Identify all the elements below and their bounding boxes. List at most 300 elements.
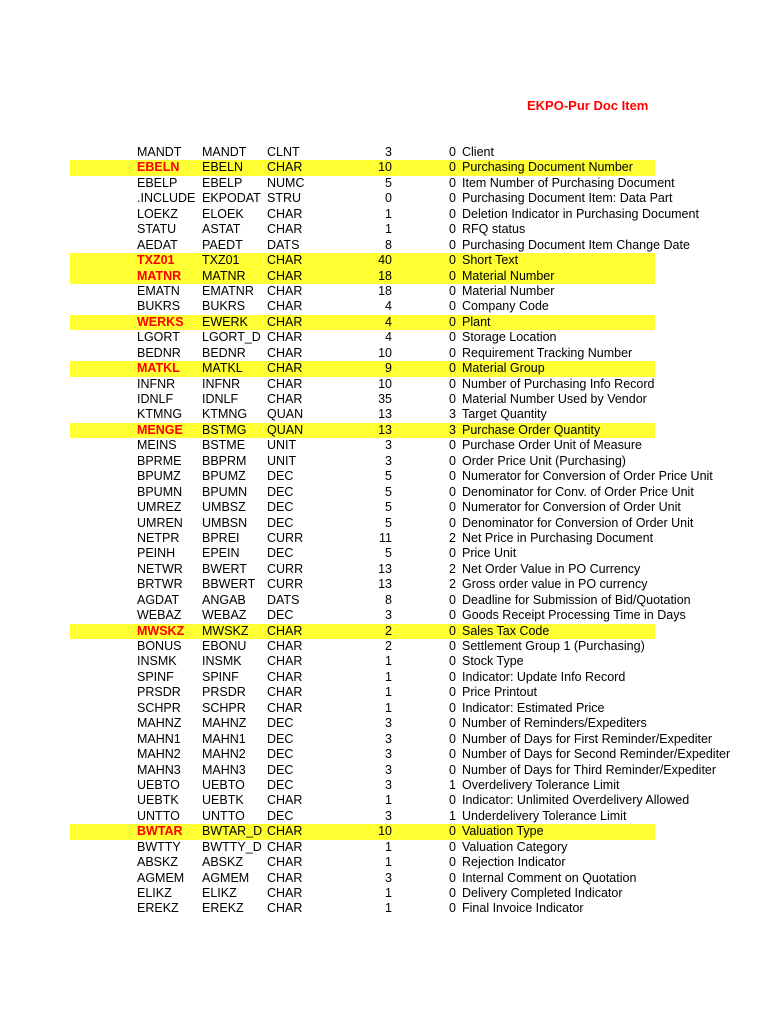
description-cell: Stock Type bbox=[462, 654, 524, 669]
field-name-cell: EBELN bbox=[137, 160, 180, 175]
description-cell: Requirement Tracking Number bbox=[462, 345, 633, 360]
table-row bbox=[70, 809, 655, 824]
decimals-cell: 0 bbox=[449, 901, 456, 916]
table-row bbox=[70, 701, 655, 716]
data-type-cell: CHAR bbox=[267, 623, 303, 638]
data-element-cell: ASTAT bbox=[202, 222, 241, 237]
decimals-cell: 0 bbox=[449, 500, 456, 515]
length-cell: 1 bbox=[385, 685, 392, 700]
field-name-cell: BWTAR bbox=[137, 824, 183, 839]
description-cell: Client bbox=[462, 145, 494, 159]
length-cell: 1 bbox=[385, 855, 392, 870]
data-type-cell: QUAN bbox=[267, 422, 304, 437]
data-type-cell: CHAR bbox=[267, 283, 303, 298]
data-type-cell: CHAR bbox=[267, 901, 303, 916]
table-row bbox=[70, 222, 655, 237]
data-type-cell: DEC bbox=[267, 500, 294, 515]
decimals-cell: 0 bbox=[449, 453, 456, 468]
description-cell: Plant bbox=[462, 314, 491, 329]
table-row-key-field bbox=[70, 269, 655, 284]
decimals-cell: 1 bbox=[449, 808, 456, 823]
data-type-cell: CHAR bbox=[267, 700, 303, 715]
description-cell: Material Number bbox=[462, 283, 555, 298]
length-cell: 10 bbox=[378, 824, 392, 839]
description-cell: Underdelivery Tolerance Limit bbox=[462, 808, 627, 823]
decimals-cell: 0 bbox=[449, 361, 456, 376]
data-type-cell: CHAR bbox=[267, 361, 303, 376]
description-cell: Number of Reminders/Expediters bbox=[462, 716, 647, 731]
description-cell: Delivery Completed Indicator bbox=[462, 886, 623, 900]
data-type-cell: CURR bbox=[267, 530, 304, 545]
data-element-cell: MAHN1 bbox=[202, 731, 246, 746]
decimals-cell: 0 bbox=[449, 469, 456, 484]
data-type-cell: CHAR bbox=[267, 685, 303, 700]
decimals-cell: 0 bbox=[449, 438, 456, 453]
data-type-cell: UNIT bbox=[267, 438, 297, 453]
data-type-cell: DEC bbox=[267, 546, 294, 561]
data-element-cell: MAHN2 bbox=[202, 747, 246, 762]
table-row bbox=[70, 855, 655, 870]
data-type-cell: DATS bbox=[267, 237, 300, 252]
table-row bbox=[70, 438, 655, 453]
table-row-key-field bbox=[70, 315, 655, 330]
decimals-cell: 0 bbox=[449, 855, 456, 870]
length-cell: 3 bbox=[385, 731, 392, 746]
data-element-cell: UEBTO bbox=[202, 777, 245, 792]
data-element-cell: KTMNG bbox=[202, 407, 248, 422]
data-type-cell: DEC bbox=[267, 716, 294, 731]
length-cell: 3 bbox=[385, 777, 392, 792]
data-type-cell: CHAR bbox=[267, 206, 303, 221]
length-cell: 5 bbox=[385, 175, 392, 190]
field-name-cell: AEDAT bbox=[137, 237, 178, 252]
data-element-cell: WEBAZ bbox=[202, 608, 247, 623]
description-cell: Net Price in Purchasing Document bbox=[462, 530, 654, 545]
data-type-cell: DEC bbox=[267, 484, 294, 499]
description-cell: Rejection Indicator bbox=[462, 855, 566, 870]
data-type-cell: CHAR bbox=[267, 839, 303, 854]
length-cell: 18 bbox=[378, 268, 392, 283]
data-element-cell: BPREI bbox=[202, 530, 240, 545]
data-type-cell: CHAR bbox=[267, 345, 303, 360]
data-type-cell: CHAR bbox=[267, 314, 303, 329]
field-name-cell: MANDT bbox=[137, 145, 182, 159]
description-cell: Number of Days for Third Reminder/Expediter bbox=[462, 762, 717, 777]
decimals-cell: 0 bbox=[449, 716, 456, 731]
length-cell: 5 bbox=[385, 500, 392, 515]
length-cell: 40 bbox=[378, 253, 392, 268]
data-type-cell: CHAR bbox=[267, 299, 303, 314]
field-name-cell: BWTTY bbox=[137, 839, 181, 854]
description-cell: Indicator: Unlimited Overdelivery Allowed bbox=[462, 793, 690, 808]
table-row-key-field bbox=[70, 624, 655, 639]
data-element-cell: AGMEM bbox=[202, 870, 250, 885]
data-type-cell: NUMC bbox=[267, 175, 305, 190]
table-row bbox=[70, 592, 691, 608]
decimals-cell: 0 bbox=[449, 608, 456, 623]
decimals-cell: 0 bbox=[449, 206, 456, 221]
table-row bbox=[70, 793, 690, 808]
table-row bbox=[70, 762, 717, 778]
data-type-cell: QUAN bbox=[267, 407, 304, 422]
data-type-cell: CHAR bbox=[267, 160, 303, 175]
table-row bbox=[70, 515, 694, 531]
table-row bbox=[70, 608, 686, 623]
field-name-cell: EBELP bbox=[137, 175, 178, 190]
decimals-cell: 0 bbox=[449, 160, 456, 175]
length-cell: 13 bbox=[378, 577, 392, 592]
table-row bbox=[70, 546, 655, 561]
field-name-cell: AGDAT bbox=[137, 592, 180, 607]
data-type-cell: CLNT bbox=[267, 145, 300, 159]
decimals-cell: 0 bbox=[449, 824, 456, 839]
data-type-cell: CHAR bbox=[267, 639, 303, 653]
data-type-cell: CHAR bbox=[267, 793, 303, 808]
decimals-cell: 0 bbox=[449, 191, 456, 206]
data-element-cell: ANGAB bbox=[202, 592, 246, 607]
description-cell: Short Text bbox=[462, 253, 519, 268]
table-row bbox=[70, 500, 681, 515]
decimals-cell: 0 bbox=[449, 731, 456, 746]
data-element-cell: MATNR bbox=[202, 268, 246, 283]
description-cell: Purchasing Document Number bbox=[462, 160, 633, 175]
field-name-cell: PRSDR bbox=[137, 685, 181, 700]
length-cell: 3 bbox=[385, 716, 392, 731]
description-cell: Target Quantity bbox=[462, 407, 547, 422]
table-row bbox=[70, 577, 655, 592]
decimals-cell: 2 bbox=[449, 561, 456, 576]
decimals-cell: 0 bbox=[449, 870, 456, 885]
data-type-cell: CHAR bbox=[267, 824, 303, 839]
data-element-cell: MAHNZ bbox=[202, 716, 247, 731]
field-name-cell: INFNR bbox=[137, 376, 176, 391]
field-name-cell: EREKZ bbox=[137, 901, 179, 916]
description-cell: Overdelivery Tolerance Limit bbox=[462, 777, 620, 792]
table-row bbox=[70, 237, 690, 253]
length-cell: 5 bbox=[385, 515, 392, 530]
data-type-cell: CURR bbox=[267, 561, 304, 576]
table-row bbox=[70, 654, 655, 669]
description-cell: Numerator for Conversion of Order Unit bbox=[462, 500, 681, 515]
description-cell: Purchasing Document Item: Data Part bbox=[462, 191, 673, 206]
data-element-cell: UNTTO bbox=[202, 808, 245, 823]
table-row bbox=[70, 531, 655, 546]
length-cell: 10 bbox=[378, 345, 392, 360]
description-cell: Material Group bbox=[462, 361, 545, 376]
decimals-cell: 0 bbox=[449, 839, 456, 854]
decimals-cell: 0 bbox=[449, 314, 456, 329]
length-cell: 1 bbox=[385, 839, 392, 854]
field-name-cell: PEINH bbox=[137, 546, 176, 561]
field-name-cell: BRTWR bbox=[137, 577, 183, 592]
data-element-cell: BBWERT bbox=[202, 577, 256, 592]
table-row bbox=[70, 392, 655, 407]
field-table bbox=[70, 145, 731, 917]
description-cell: Item Number of Purchasing Document bbox=[462, 175, 675, 190]
data-element-cell: BWTAR_D bbox=[202, 824, 263, 839]
data-type-cell: CHAR bbox=[267, 376, 303, 391]
data-element-cell: EBONU bbox=[202, 639, 247, 653]
description-cell: Denominator for Conv. of Order Price Unit bbox=[462, 484, 694, 499]
data-type-cell: CHAR bbox=[267, 253, 303, 268]
length-cell: 3 bbox=[385, 608, 392, 623]
description-cell: Gross order value in PO currency bbox=[462, 577, 648, 592]
field-name-cell: NETPR bbox=[137, 530, 180, 545]
data-element-cell: BUKRS bbox=[202, 299, 246, 314]
field-name-cell: .INCLUDE bbox=[137, 191, 196, 206]
length-cell: 0 bbox=[385, 191, 392, 206]
data-element-cell: SPINF bbox=[202, 669, 239, 684]
field-name-cell: MAHN3 bbox=[137, 762, 181, 777]
field-name-cell: MWSKZ bbox=[137, 623, 185, 638]
length-cell: 4 bbox=[385, 314, 392, 329]
length-cell: 1 bbox=[385, 700, 392, 715]
description-cell: Denominator for Conversion of Order Unit bbox=[462, 515, 694, 530]
table-row bbox=[70, 284, 655, 299]
length-cell: 1 bbox=[385, 206, 392, 221]
data-element-cell: BWERT bbox=[202, 561, 247, 576]
data-element-cell: BEDNR bbox=[202, 345, 246, 360]
decimals-cell: 0 bbox=[449, 515, 456, 530]
field-name-cell: LGORT bbox=[137, 330, 180, 345]
field-name-cell: WEBAZ bbox=[137, 608, 182, 623]
data-element-cell: PRSDR bbox=[202, 685, 246, 700]
table-row bbox=[70, 901, 655, 916]
decimals-cell: 2 bbox=[449, 530, 456, 545]
field-name-cell: MATKL bbox=[137, 361, 180, 376]
description-cell: Price Printout bbox=[462, 685, 538, 700]
decimals-cell: 0 bbox=[449, 654, 456, 669]
decimals-cell: 0 bbox=[449, 669, 456, 684]
data-element-cell: EKPODAT bbox=[202, 191, 261, 206]
field-name-cell: NETWR bbox=[137, 561, 183, 576]
data-element-cell: BWTTY_D bbox=[202, 839, 262, 854]
field-name-cell: BONUS bbox=[137, 639, 182, 653]
decimals-cell: 0 bbox=[449, 392, 456, 406]
length-cell: 1 bbox=[385, 793, 392, 808]
length-cell: 3 bbox=[385, 870, 392, 885]
description-cell: Purchase Order Quantity bbox=[462, 422, 601, 437]
field-name-cell: BPRME bbox=[137, 453, 182, 468]
length-cell: 3 bbox=[385, 747, 392, 762]
field-name-cell: UMREN bbox=[137, 515, 183, 530]
data-element-cell: BSTMG bbox=[202, 422, 247, 437]
description-cell: Goods Receipt Processing Time in Days bbox=[462, 608, 686, 623]
table-row bbox=[70, 206, 699, 222]
data-element-cell: BPUMZ bbox=[202, 469, 246, 484]
length-cell: 1 bbox=[385, 901, 392, 916]
length-cell: 13 bbox=[378, 407, 392, 422]
field-name-cell: ABSKZ bbox=[137, 855, 178, 870]
data-element-cell: TXZ01 bbox=[202, 253, 240, 268]
length-cell: 3 bbox=[385, 762, 392, 777]
length-cell: 10 bbox=[378, 160, 392, 175]
decimals-cell: 0 bbox=[449, 299, 456, 314]
data-type-cell: UNIT bbox=[267, 453, 297, 468]
data-element-cell: LGORT_D bbox=[202, 330, 261, 345]
data-element-cell: BPUMN bbox=[202, 484, 248, 499]
decimals-cell: 0 bbox=[449, 623, 456, 638]
length-cell: 1 bbox=[385, 654, 392, 669]
data-type-cell: DATS bbox=[267, 592, 300, 607]
length-cell: 5 bbox=[385, 469, 392, 484]
length-cell: 35 bbox=[378, 392, 392, 406]
description-cell: Number of Purchasing Info Record bbox=[462, 376, 655, 391]
table-row bbox=[70, 716, 655, 731]
decimals-cell: 3 bbox=[449, 422, 456, 437]
decimals-cell: 0 bbox=[449, 747, 456, 762]
field-name-cell: KTMNG bbox=[137, 407, 183, 422]
field-name-cell: INSMK bbox=[137, 654, 177, 669]
field-name-cell: UEBTK bbox=[137, 793, 179, 808]
table-row-key-field bbox=[70, 423, 655, 438]
field-name-cell: EMATN bbox=[137, 283, 180, 298]
data-type-cell: STRU bbox=[267, 191, 302, 206]
table-row-key-field bbox=[70, 361, 655, 376]
data-type-cell: CURR bbox=[267, 577, 304, 592]
decimals-cell: 0 bbox=[449, 268, 456, 283]
length-cell: 1 bbox=[385, 669, 392, 684]
data-element-cell: EWERK bbox=[202, 314, 248, 329]
data-element-cell: BSTME bbox=[202, 438, 246, 453]
field-name-cell: BPUMN bbox=[137, 484, 183, 499]
table-row bbox=[70, 175, 675, 191]
field-name-cell: MENGE bbox=[137, 422, 183, 437]
data-element-cell: EPEIN bbox=[202, 546, 240, 561]
length-cell: 18 bbox=[378, 283, 392, 298]
table-row bbox=[70, 639, 655, 654]
length-cell: 5 bbox=[385, 484, 392, 499]
field-name-cell: UNTTO bbox=[137, 808, 180, 823]
table-row bbox=[70, 191, 673, 206]
field-name-cell: UEBTO bbox=[137, 777, 180, 792]
field-name-cell: BPUMZ bbox=[137, 469, 181, 484]
data-type-cell: CHAR bbox=[267, 855, 303, 870]
decimals-cell: 0 bbox=[449, 546, 456, 561]
description-cell: Indicator: Estimated Price bbox=[462, 700, 605, 715]
decimals-cell: 0 bbox=[449, 700, 456, 715]
table-row bbox=[70, 685, 655, 700]
description-cell: Final Invoice Indicator bbox=[462, 901, 584, 916]
length-cell: 1 bbox=[385, 222, 392, 237]
data-element-cell: PAEDT bbox=[202, 237, 243, 252]
length-cell: 8 bbox=[385, 592, 392, 607]
table-row bbox=[70, 299, 655, 314]
data-element-cell: ELOEK bbox=[202, 206, 244, 221]
decimals-cell: 0 bbox=[449, 685, 456, 700]
decimals-cell: 1 bbox=[449, 777, 456, 792]
length-cell: 3 bbox=[385, 808, 392, 823]
table-row bbox=[70, 454, 655, 469]
table-row bbox=[70, 377, 655, 392]
table-row bbox=[70, 871, 655, 886]
length-cell: 3 bbox=[385, 453, 392, 468]
decimals-cell: 0 bbox=[449, 376, 456, 391]
field-name-cell: TXZ01 bbox=[137, 253, 175, 268]
table-row bbox=[70, 778, 655, 793]
decimals-cell: 0 bbox=[449, 283, 456, 298]
description-cell: Price Unit bbox=[462, 546, 517, 561]
data-type-cell: DEC bbox=[267, 808, 294, 823]
description-cell: Purchasing Document Item Change Date bbox=[462, 237, 690, 252]
length-cell: 3 bbox=[385, 145, 392, 159]
data-element-cell: ELIKZ bbox=[202, 886, 237, 900]
description-cell: Valuation Type bbox=[462, 824, 544, 839]
data-element-cell: MAHN3 bbox=[202, 762, 246, 777]
description-cell: Internal Comment on Quotation bbox=[462, 870, 637, 885]
length-cell: 4 bbox=[385, 299, 392, 314]
decimals-cell: 0 bbox=[449, 253, 456, 268]
data-type-cell: DEC bbox=[267, 515, 294, 530]
description-cell: Material Number Used by Vendor bbox=[462, 392, 647, 406]
field-name-cell: MAHN1 bbox=[137, 731, 181, 746]
decimals-cell: 0 bbox=[449, 145, 456, 159]
length-cell: 9 bbox=[385, 361, 392, 376]
description-cell: Indicator: Update Info Record bbox=[462, 669, 626, 684]
field-name-cell: WERKS bbox=[137, 314, 184, 329]
field-name-cell: UMREZ bbox=[137, 500, 182, 515]
data-element-cell: SCHPR bbox=[202, 700, 246, 715]
field-name-cell: AGMEM bbox=[137, 870, 185, 885]
length-cell: 3 bbox=[385, 438, 392, 453]
length-cell: 13 bbox=[378, 422, 392, 437]
table-row-key-field bbox=[70, 824, 655, 839]
field-name-cell: MAHNZ bbox=[137, 716, 182, 731]
field-name-cell: LOEKZ bbox=[137, 206, 178, 221]
length-cell: 11 bbox=[379, 530, 392, 545]
decimals-cell: 0 bbox=[449, 762, 456, 777]
length-cell: 13 bbox=[378, 561, 392, 576]
length-cell: 8 bbox=[385, 237, 392, 252]
data-type-cell: CHAR bbox=[267, 870, 303, 885]
field-name-cell: MATNR bbox=[137, 268, 182, 283]
data-type-cell: DEC bbox=[267, 608, 294, 623]
description-cell: Material Number bbox=[462, 268, 555, 283]
field-name-cell: IDNLF bbox=[137, 392, 174, 406]
data-element-cell: IDNLF bbox=[202, 392, 239, 406]
description-cell: Deletion Indicator in Purchasing Document bbox=[462, 206, 699, 221]
data-element-cell: UMBSZ bbox=[202, 500, 246, 515]
field-name-cell: SCHPR bbox=[137, 700, 181, 715]
description-cell: Valuation Category bbox=[462, 839, 568, 854]
table-row bbox=[70, 747, 731, 762]
description-cell: Deadline for Submission of Bid/Quotation bbox=[462, 592, 691, 607]
table-row-key-field bbox=[70, 160, 655, 175]
description-cell: Net Order Value in PO Currency bbox=[462, 561, 641, 576]
decimals-cell: 0 bbox=[449, 592, 456, 607]
data-type-cell: CHAR bbox=[267, 330, 303, 345]
table-row bbox=[70, 670, 655, 685]
data-element-cell: EMATNR bbox=[202, 283, 254, 298]
data-type-cell: CHAR bbox=[267, 886, 303, 900]
length-cell: 2 bbox=[385, 623, 392, 638]
data-element-cell: UEBTK bbox=[202, 793, 244, 808]
decimals-cell: 0 bbox=[449, 175, 456, 190]
length-cell: 4 bbox=[385, 330, 392, 345]
data-type-cell: CHAR bbox=[267, 654, 303, 669]
description-cell: RFQ status bbox=[462, 222, 526, 237]
data-element-cell: ABSKZ bbox=[202, 855, 243, 870]
data-element-cell: UMBSN bbox=[202, 515, 248, 530]
table-row bbox=[70, 886, 655, 901]
decimals-cell: 0 bbox=[449, 222, 456, 237]
decimals-cell: 2 bbox=[449, 577, 456, 592]
data-type-cell: DEC bbox=[267, 469, 294, 484]
decimals-cell: 0 bbox=[449, 639, 456, 653]
decimals-cell: 0 bbox=[449, 484, 456, 499]
length-cell: 10 bbox=[378, 376, 392, 391]
field-name-cell: SPINF bbox=[137, 669, 174, 684]
